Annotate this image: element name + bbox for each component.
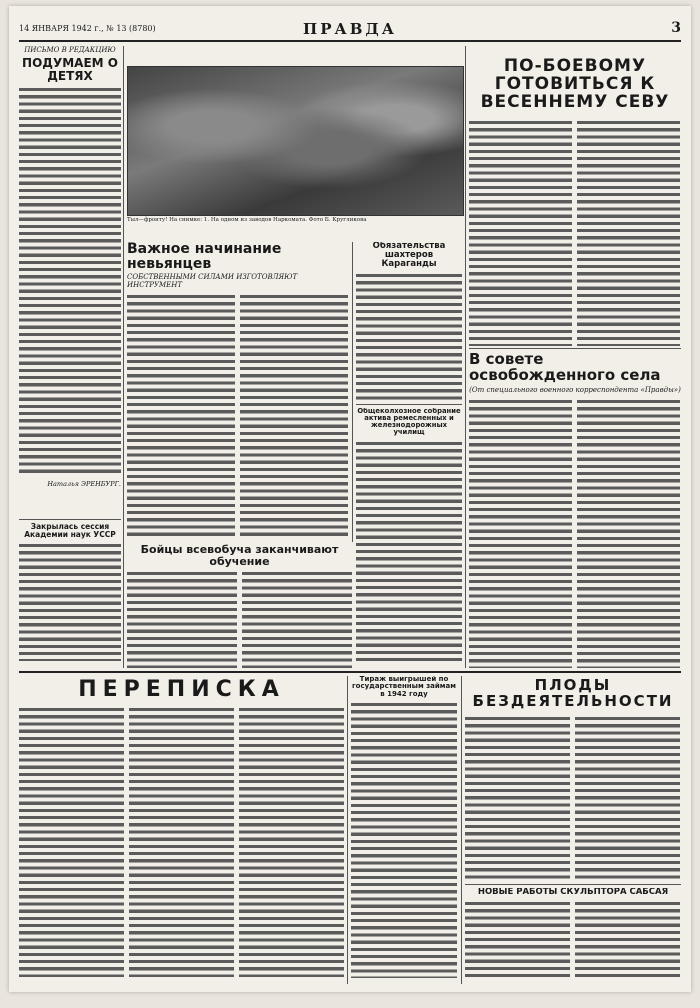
- column-rule: [123, 46, 124, 668]
- article-body: [127, 571, 237, 668]
- article-body: [129, 707, 234, 977]
- article-karaganda: [356, 242, 462, 402]
- article-columns: [19, 707, 344, 977]
- article-fruits: [465, 676, 681, 881]
- newspaper-page: [9, 6, 691, 992]
- article-title: ПЛОДЫ БЕЗДЕЯТЕЛЬНОСТИ: [472, 676, 674, 710]
- article-conference: [19, 523, 121, 661]
- article-body: [465, 716, 570, 882]
- masthead: [19, 18, 681, 42]
- article-initiative: [127, 242, 349, 538]
- article-body: [577, 120, 680, 346]
- article-body: [242, 571, 352, 668]
- column-rule: [461, 676, 462, 984]
- article-body: [19, 543, 121, 661]
- page-number: 3: [671, 20, 681, 36]
- article-title: Важное начинание невьянцев: [127, 242, 282, 272]
- article-columns: [465, 901, 681, 979]
- article-correspondence: [19, 676, 344, 984]
- article-title: Тираж выигрышей по государственным займам в 1942 году: [352, 676, 456, 698]
- article-fighters: [127, 544, 352, 668]
- article-body: [240, 294, 348, 538]
- divider: [19, 671, 681, 673]
- article-body: [575, 716, 680, 882]
- article-title: Обязательства шахтеров Караганды: [372, 242, 446, 269]
- article-body: [351, 702, 457, 978]
- article-columns: [127, 571, 352, 668]
- article-body: [469, 120, 572, 346]
- divider: [19, 519, 121, 520]
- article-columns: [469, 399, 681, 669]
- column-rule: [352, 242, 353, 542]
- divider: [469, 348, 681, 349]
- article-title: В совете освобожденного села: [469, 352, 661, 384]
- issue-date: 14 ЯНВАРЯ 1942 г., № 13 (8780): [19, 24, 156, 33]
- article-subtitle: СОБСТВЕННЫМИ СИЛАМИ ИЗГОТОВЛЯЮТ ИНСТРУМЕНТ: [127, 273, 298, 290]
- article-body: [465, 901, 570, 979]
- front-photo: [127, 66, 464, 216]
- article-title: ПО-БОЕВОМУ ГОТОВИТЬСЯ К ВЕСЕННЕМУ СЕВУ: [480, 56, 670, 112]
- photo-caption: Тыл—фронту! На снимке: 1. На одном из заводов Наркомата. Фото Б. Кругликова: [127, 217, 367, 223]
- article-body: [127, 294, 235, 538]
- article-body: [356, 273, 462, 402]
- column-rule: [347, 676, 348, 984]
- article-body: [239, 707, 344, 977]
- divider: [465, 884, 681, 885]
- article-title: Общеколхозное собрание актива ремесленных и железнодорожных училищ: [357, 408, 461, 437]
- article-village: [469, 352, 681, 668]
- article-subtitle: (От специального военного корреспондента «Правды»): [469, 385, 681, 394]
- article-meeting: [356, 408, 462, 668]
- article-title: Закрылась сессия Академии наук УССР: [24, 523, 116, 539]
- article-loans: [351, 676, 457, 984]
- article-columns: [465, 716, 681, 882]
- article-body: [19, 707, 124, 977]
- article-title: ПОДУМАЕМ О ДЕТЯХ: [22, 56, 118, 83]
- article-title: Бойцы всевобуча заканчивают обучение: [140, 544, 339, 568]
- article-sowing: [469, 46, 681, 346]
- column-rule: [465, 46, 466, 668]
- article-body: [575, 901, 680, 979]
- newspaper-title: ПРАВДА: [303, 20, 397, 38]
- article-columns: [469, 120, 681, 346]
- divider: [356, 404, 462, 405]
- article-body: [19, 87, 121, 477]
- article-body: [577, 399, 680, 669]
- article-sculptor: [465, 888, 681, 984]
- article-signature: Наталья ЭРЕНБУРГ.: [47, 480, 121, 489]
- article-columns: [127, 294, 349, 538]
- article-body: [356, 441, 462, 663]
- article-title: ПЕРЕПИСКА: [78, 677, 285, 702]
- article-children: [19, 46, 121, 518]
- article-rubric: ПИСЬМО В РЕДАКЦИЮ: [24, 46, 116, 54]
- article-title: НОВЫЕ РАБОТЫ СКУЛЬПТОРА САБСАЯ: [477, 888, 669, 897]
- article-body: [469, 399, 572, 669]
